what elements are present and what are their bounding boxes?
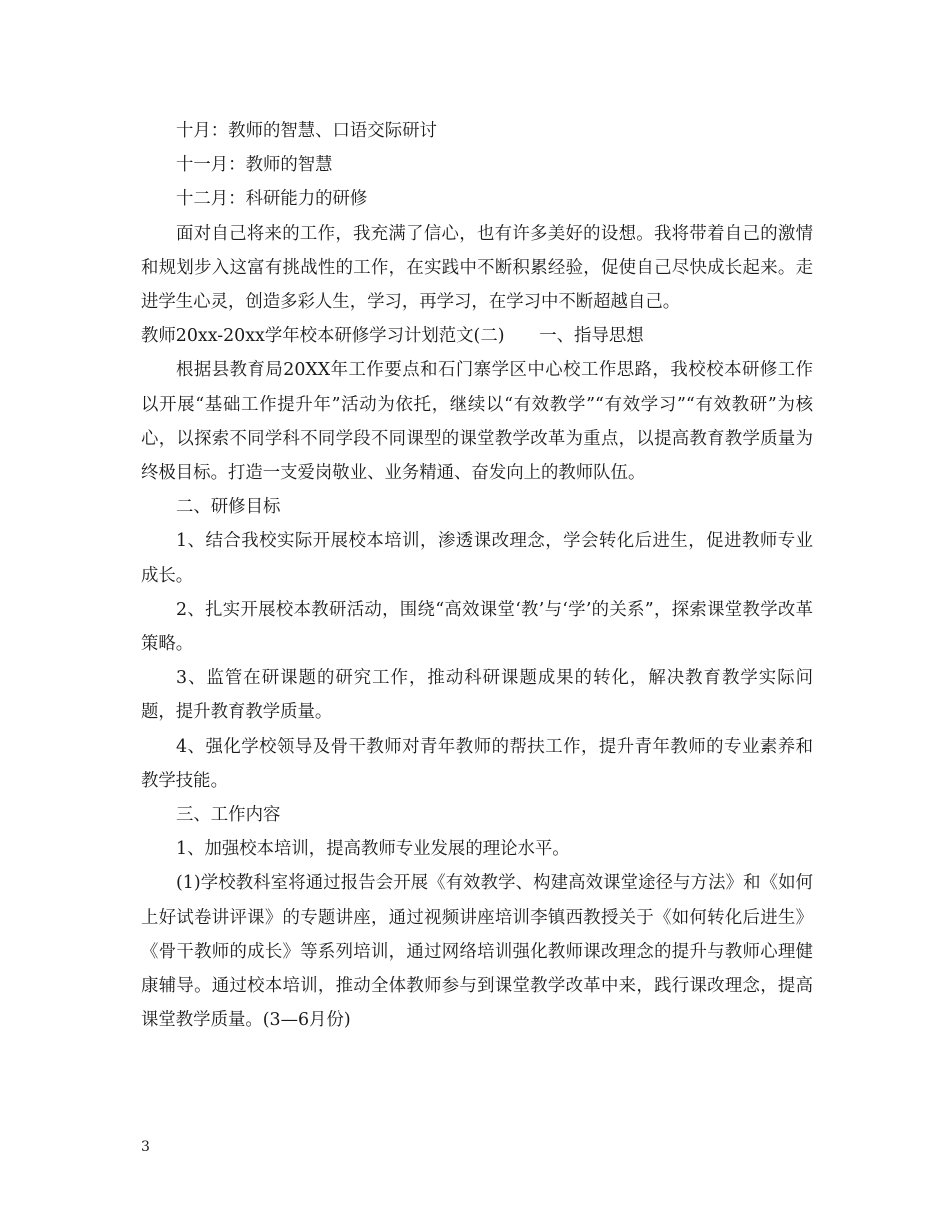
heading-work-content: 三、工作内容: [176, 805, 281, 826]
paragraph-november: 十一月：教师的智慧: [176, 155, 333, 176]
work-item-1-detail: (1)学校教科室将通过报告会开展《有效教学、构建高效课堂途径与方法》和《如何上好试卷讲评课》的专题讲座，通过视频讲座培训李镇西教授关于《如何转化后进生》《骨干教师的成长》等系列培训，通过网络培训强化教师课改理念的提升与教师心理健康辅导。通过校本培训，推动全体教师参与到课堂教学改革中来，践行课改理念，提高课堂教学质量。(3—6月份): [141, 873, 813, 1031]
page-number: 3: [141, 1139, 150, 1155]
paragraph-october: 十月：教师的智慧、口语交际研讨: [176, 121, 437, 141]
document-body: [141, 114, 813, 1037]
work-item-1: 1、加强校本培训，提高教师专业发展的理论水平。: [176, 839, 570, 860]
paragraph-outlook: 面对自己将来的工作，我充满了信心，也有许多美好的设想。我将带着自己的激情和规划步入这富有挑战性的工作，在实践中不断积累经验，促使自己尽快成长起来。走进学生心灵，创造多彩人生，学习，再学习，在学习中不断超越自己。: [141, 223, 813, 313]
heading-research-goals: 二、研修目标: [176, 497, 281, 518]
paragraph-december: 十二月：科研能力的研修: [176, 189, 368, 210]
section-title-plan-two: 教师20xx-20xx学年校本研修学习计划范文(二) 一、指导思想: [141, 326, 644, 347]
goal-item-3: 3、监管在研课题的研究工作，推动科研课题成果的转化，解决教育教学实际问题，提升教育教学质量。: [141, 668, 813, 723]
paragraph-guiding-thought: 根据县教育局20XX年工作要点和石门寨学区中心校工作思路，我校校本研修工作以开展“基础工作提升年”活动为依托，继续以“有效教学”“有效学习”“有效教研”为核心，以探索不同学科不同学段不同课型的课堂教学改革为重点，以提高教育教学质量为终极目标。打造一支爱岗敬业、业务精通、奋发向上的教师队伍。: [141, 360, 813, 484]
goal-item-2: 2、扎实开展校本教研活动，围绕“高效课堂‘教’与‘学’的关系”，探索课堂教学改革策略。: [141, 599, 813, 655]
goal-item-4: 4、强化学校领导及骨干教师对青年教师的帮扶工作，提升青年教师的专业素养和教学技能。: [141, 736, 813, 791]
goal-item-1: 1、结合我校实际开展校本培训，渗透课改理念，学会转化后进生，促进教师专业成长。: [141, 531, 813, 586]
